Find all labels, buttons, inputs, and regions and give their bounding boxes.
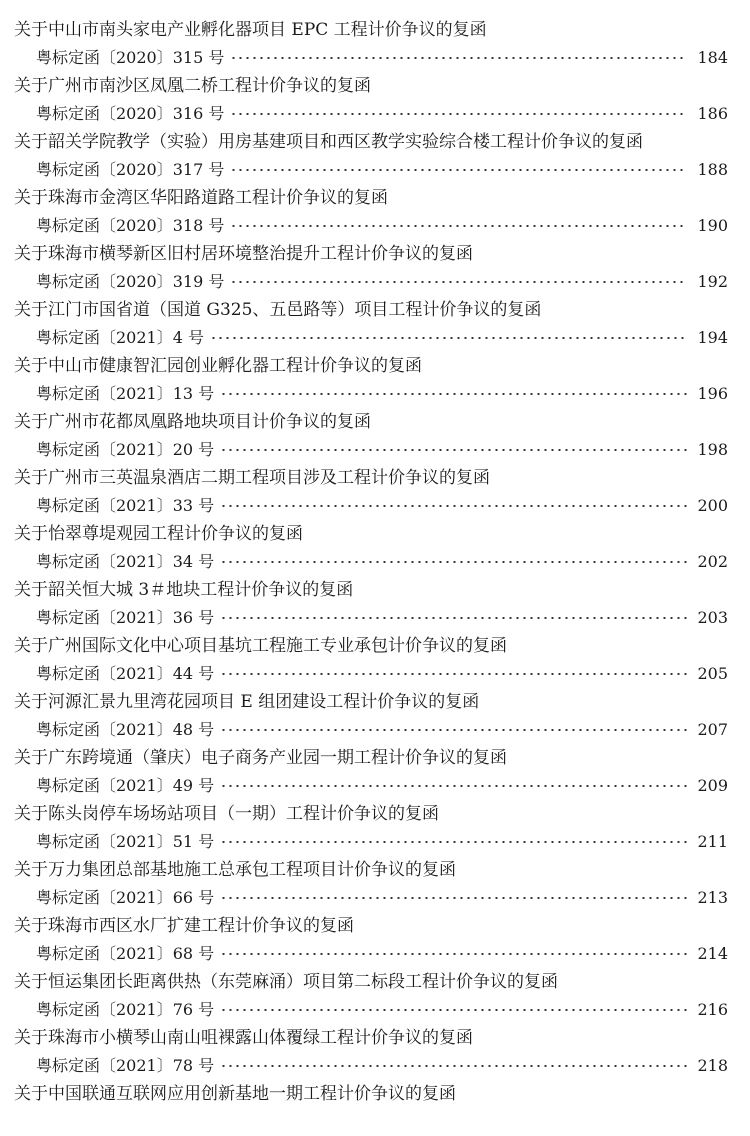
entry-title: 关于恒运集团长距离供热（东莞麻涌）项目第二标段工程计价争议的复函 bbox=[14, 972, 558, 992]
document-number: 粤标定函〔2021〕49 号 bbox=[36, 776, 215, 795]
entry-title: 关于广州国际文化中心项目基坑工程施工专业承包计价争议的复函 bbox=[14, 636, 507, 656]
entry-reference bbox=[14, 492, 728, 520]
document-number: 粤标定函〔2021〕36 号 bbox=[36, 608, 215, 627]
page-number: 207 bbox=[697, 720, 728, 739]
entry-reference bbox=[14, 604, 728, 632]
toc-entry bbox=[14, 16, 728, 72]
entry-reference bbox=[14, 940, 728, 968]
entry-title: 关于广州市三英温泉酒店二期工程项目涉及工程计价争议的复函 bbox=[14, 468, 490, 488]
toc-entry bbox=[14, 408, 728, 464]
toc-entry bbox=[14, 464, 728, 520]
page-number: 190 bbox=[697, 216, 728, 235]
entry-reference bbox=[14, 660, 728, 688]
toc-entry bbox=[14, 744, 728, 800]
document-number: 粤标定函〔2020〕318 号 bbox=[36, 216, 225, 235]
dot-leader bbox=[220, 841, 687, 843]
dot-leader bbox=[220, 617, 687, 619]
toc-entry bbox=[14, 912, 728, 968]
document-number: 粤标定函〔2021〕20 号 bbox=[36, 440, 215, 459]
document-number: 粤标定函〔2020〕319 号 bbox=[36, 272, 225, 291]
document-number: 粤标定函〔2020〕315 号 bbox=[36, 48, 225, 67]
document-number: 粤标定函〔2021〕68 号 bbox=[36, 944, 215, 963]
toc-entry bbox=[14, 856, 728, 912]
entry-title: 关于韶关恒大城 3＃地块工程计价争议的复函 bbox=[14, 580, 354, 600]
dot-leader bbox=[230, 113, 687, 115]
toc-entry bbox=[14, 296, 728, 352]
dot-leader bbox=[220, 729, 687, 731]
dot-leader bbox=[230, 57, 687, 59]
dot-leader bbox=[220, 785, 687, 787]
document-number: 粤标定函〔2021〕66 号 bbox=[36, 888, 215, 907]
entry-reference bbox=[14, 156, 728, 184]
toc-entry bbox=[14, 800, 728, 856]
entry-title: 关于珠海市小横琴山南山咀裸露山体覆绿工程计价争议的复函 bbox=[14, 1028, 473, 1048]
entry-reference bbox=[14, 380, 728, 408]
document-number: 粤标定函〔2021〕4 号 bbox=[36, 328, 204, 347]
document-number: 粤标定函〔2021〕34 号 bbox=[36, 552, 215, 571]
toc-entry bbox=[14, 240, 728, 296]
entry-reference bbox=[14, 212, 728, 240]
entry-reference bbox=[14, 436, 728, 464]
document-number: 粤标定函〔2021〕13 号 bbox=[36, 384, 215, 403]
toc-entry bbox=[14, 184, 728, 240]
entry-title: 关于广东跨境通（肇庆）电子商务产业园一期工程计价争议的复函 bbox=[14, 748, 507, 768]
entry-reference bbox=[14, 884, 728, 912]
entry-title: 关于河源汇景九里湾花园项目 E 组团建设工程计价争议的复函 bbox=[14, 692, 480, 712]
entry-reference bbox=[14, 996, 728, 1024]
document-number: 粤标定函〔2021〕48 号 bbox=[36, 720, 215, 739]
entry-reference bbox=[14, 100, 728, 128]
toc-entry bbox=[14, 632, 728, 688]
dot-leader bbox=[220, 561, 687, 563]
toc-entry bbox=[14, 576, 728, 632]
entry-reference bbox=[14, 828, 728, 856]
page-number: 192 bbox=[697, 272, 728, 291]
toc-entry bbox=[14, 128, 728, 184]
page-number: 184 bbox=[697, 48, 728, 67]
page-number: 213 bbox=[697, 888, 728, 907]
dot-leader bbox=[220, 953, 687, 955]
entry-title: 关于江门市国省道（国道 G325、五邑路等）项目工程计价争议的复函 bbox=[14, 300, 542, 320]
page-number: 196 bbox=[697, 384, 728, 403]
entry-reference bbox=[14, 772, 728, 800]
page-number: 203 bbox=[697, 608, 728, 627]
toc-entry bbox=[14, 968, 728, 1024]
entry-title: 关于广州市南沙区凤凰二桥工程计价争议的复函 bbox=[14, 76, 371, 96]
entry-title: 关于珠海市西区水厂扩建工程计价争议的复函 bbox=[14, 916, 354, 936]
page-number: 188 bbox=[697, 160, 728, 179]
dot-leader bbox=[220, 449, 687, 451]
document-number: 粤标定函〔2021〕78 号 bbox=[36, 1056, 215, 1075]
entry-title: 关于珠海市横琴新区旧村居环境整治提升工程计价争议的复函 bbox=[14, 244, 473, 264]
page-number: 216 bbox=[697, 1000, 728, 1019]
page-number: 218 bbox=[697, 1056, 728, 1075]
entry-title: 关于中山市健康智汇园创业孵化器工程计价争议的复函 bbox=[14, 356, 422, 376]
entry-reference bbox=[14, 716, 728, 744]
page-number: 211 bbox=[697, 832, 728, 851]
toc-entry bbox=[14, 72, 728, 128]
entry-title: 关于珠海市金湾区华阳路道路工程计价争议的复函 bbox=[14, 188, 388, 208]
entry-reference bbox=[14, 1052, 728, 1080]
dot-leader bbox=[220, 505, 687, 507]
page-number: 202 bbox=[697, 552, 728, 571]
document-number: 粤标定函〔2021〕51 号 bbox=[36, 832, 215, 851]
dot-leader bbox=[220, 1065, 687, 1067]
document-number: 粤标定函〔2020〕316 号 bbox=[36, 104, 225, 123]
dot-leader bbox=[230, 281, 687, 283]
entry-reference bbox=[14, 268, 728, 296]
entry-title: 关于怡翠尊堤观园工程计价争议的复函 bbox=[14, 524, 303, 544]
dot-leader bbox=[230, 225, 687, 227]
toc-entry bbox=[14, 1024, 728, 1080]
document-number: 粤标定函〔2021〕44 号 bbox=[36, 664, 215, 683]
dot-leader bbox=[220, 673, 687, 675]
dot-leader bbox=[220, 393, 687, 395]
entry-title: 关于广州市花都凤凰路地块项目计价争议的复函 bbox=[14, 412, 371, 432]
entry-reference bbox=[14, 548, 728, 576]
page-number: 198 bbox=[697, 440, 728, 459]
toc-entry bbox=[14, 520, 728, 576]
page-number: 200 bbox=[697, 496, 728, 515]
entry-title: 关于万力集团总部基地施工总承包工程项目计价争议的复函 bbox=[14, 860, 456, 880]
entry-title: 关于陈头岗停车场场站项目（一期）工程计价争议的复函 bbox=[14, 804, 439, 824]
toc-entry bbox=[14, 1080, 728, 1136]
document-number: 粤标定函〔2021〕33 号 bbox=[36, 496, 215, 515]
entry-title: 关于中山市南头家电产业孵化器项目 EPC 工程计价争议的复函 bbox=[14, 20, 487, 40]
document-number: 粤标定函〔2020〕317 号 bbox=[36, 160, 225, 179]
page-number: 214 bbox=[697, 944, 728, 963]
document-number: 粤标定函〔2021〕76 号 bbox=[36, 1000, 215, 1019]
page-number: 186 bbox=[697, 104, 728, 123]
entry-title: 关于韶关学院教学（实验）用房基建项目和西区教学实验综合楼工程计价争议的复函 bbox=[14, 132, 643, 152]
toc-entry bbox=[14, 688, 728, 744]
page-number: 209 bbox=[697, 776, 728, 795]
entry-reference bbox=[14, 324, 728, 352]
page-number: 205 bbox=[697, 664, 728, 683]
dot-leader bbox=[210, 337, 687, 339]
entry-reference bbox=[14, 44, 728, 72]
entry-title: 关于中国联通互联网应用创新基地一期工程计价争议的复函 bbox=[14, 1084, 456, 1104]
dot-leader bbox=[230, 169, 687, 171]
dot-leader bbox=[220, 897, 687, 899]
toc-entry bbox=[14, 352, 728, 408]
page-number: 194 bbox=[697, 328, 728, 347]
dot-leader bbox=[220, 1009, 687, 1011]
